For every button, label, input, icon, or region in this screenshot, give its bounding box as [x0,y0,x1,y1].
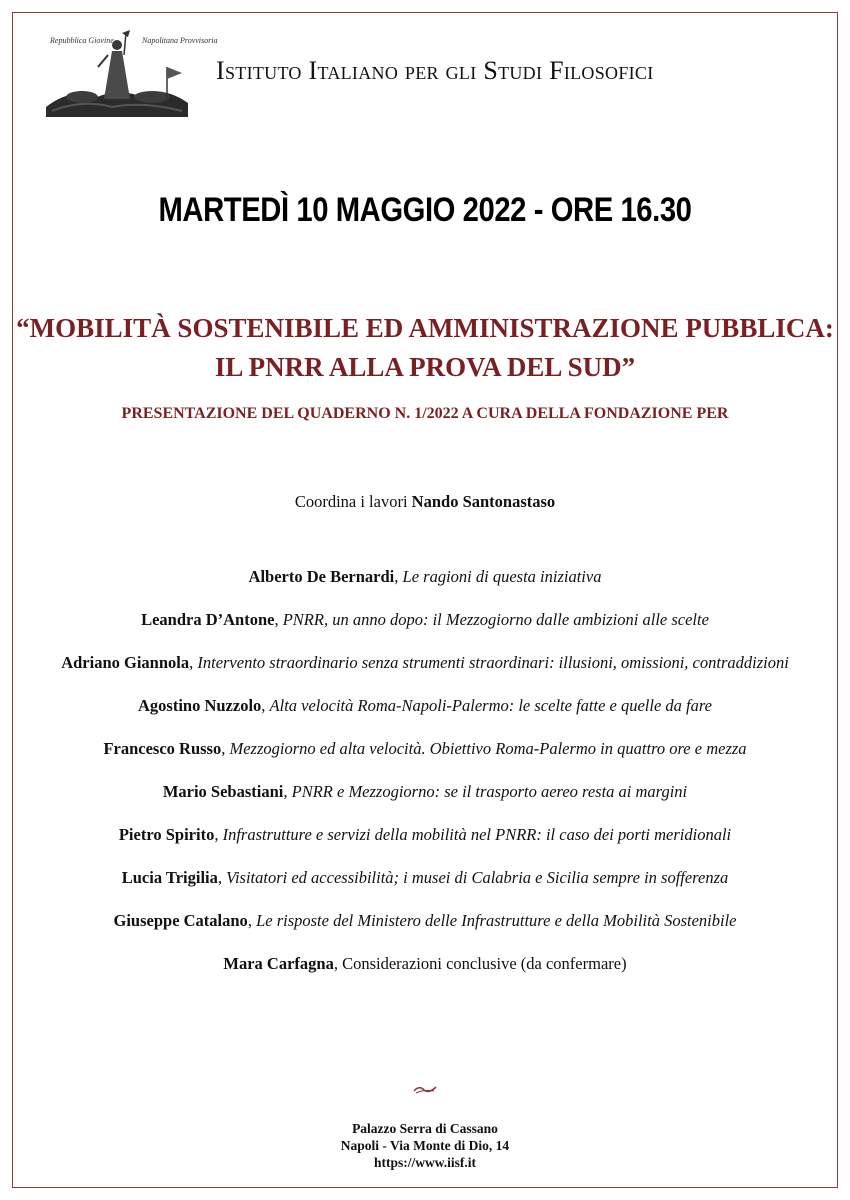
event-title-line2: IL PNRR ALLA PROVA DEL SUD” [214,352,636,382]
speaker-list [0,565,850,995]
event-date: MARTEDÌ 10 MAGGIO 2022 - ORE 16.30 [158,191,692,229]
speaker-item: Adriano Giannola, Intervento straordinario senza strumenti straordinari: illusioni, omissioni, contraddizioni [61,653,789,672]
talk-title: Infrastrutture e servizi della mobilità nel PNRR: il caso dei porti meridionali [222,825,732,844]
talk-title: Le risposte del Ministero delle Infrastrutture e della Mobilità Sostenibile [256,911,737,930]
website-link[interactable]: https://www.iisf.it [373,1155,476,1170]
coordination-label: Coordina i lavori [294,492,408,511]
speaker-item: Alberto De Bernardi, Le ragioni di questa iniziativa [248,567,602,586]
talk-title: Le ragioni di questa iniziativa [402,567,602,586]
speaker-name: Lucia Trigilia [121,868,218,887]
speaker-name: Agostino Nuzzolo [137,696,262,715]
speaker-item: Mara Carfagna, Considerazioni conclusive (da confermare) [223,954,627,973]
logo-text-left: Repubblica Giovine [50,36,114,45]
speaker-name: Francesco Russo [103,739,222,758]
speaker-name: Giuseppe Catalano [113,911,248,930]
speaker-item: Mario Sebastiani, PNRR e Mezzogiorno: se il trasporto aereo resta ai margini [162,782,688,801]
talk-title: PNRR e Mezzogiorno: se il trasporto aereo resta ai margini [291,782,688,801]
institute-name: Istituto Italiano per gli Studi Filosofici [216,56,654,85]
speaker-item: Agostino Nuzzolo, Alta velocità Roma-Napoli-Palermo: le scelte fatte e quelle da fare [137,696,713,715]
event-title-line1: “MOBILITÀ SOSTENIBILE ED AMMINISTRAZIONE PUBBLICA: [16,313,834,343]
talk-title: Intervento straordinario senza strumenti straordinari: illusioni, omissioni, contraddizioni [197,653,789,672]
coordinator-name: Nando Santonastaso [411,492,556,511]
speaker-item: Pietro Spirito, Infrastrutture e servizi della mobilità nel PNRR: il caso dei porti meridionali [118,825,732,844]
speaker-name: Adriano Giannola [61,653,190,672]
speaker-name: Leandra D’Antone [141,610,275,629]
logo-text-right: Napolitana Provvisoria [142,36,218,45]
venue-footer [0,1120,850,1171]
speaker-item: Giuseppe Catalano, Le risposte del Ministero delle Infrastrutture e della Mobilità Sostenibile [113,911,737,930]
speaker-name: Mario Sebastiani [162,782,284,801]
talk-title: Considerazioni conclusive (da confermare) [342,954,627,973]
talk-title: Alta velocità Roma-Napoli-Palermo: le scelte fatte e quelle da fare [269,696,713,715]
speaker-name: Alberto De Bernardi [248,567,395,586]
speaker-item: Leandra D’Antone, PNRR, un anno dopo: il Mezzogiorno dalle ambizioni alle scelte [141,610,709,629]
speaker-item: Lucia Trigilia, Visitatori ed accessibilità; i musei di Calabria e Sicilia sempre in sofferenza [121,868,729,887]
venue-name: Palazzo Serra di Cassano [352,1121,498,1136]
venue-address: Napoli - Via Monte di Dio, 14 [340,1138,510,1153]
event-subtitle: PRESENTAZIONE DEL QUADERNO N. 1/2022 A CURA DELLA FONDAZIONE PER [121,405,729,422]
speaker-name: Mara Carfagna [223,954,334,973]
republic-allegory-engraving-logo [42,27,218,119]
speaker-name: Pietro Spirito [118,825,215,844]
ornamental-flourish-icon [412,1083,438,1095]
talk-title: Mezzogiorno ed alta velocità. Obiettivo Roma-Palermo in quattro ore e mezza [229,739,747,758]
talk-title: Visitatori ed accessibilità; i musei di Calabria e Sicilia sempre in sofferenza [226,868,729,887]
speaker-item: Francesco Russo, Mezzogiorno ed alta velocità. Obiettivo Roma-Palermo in quattro ore e mezza [103,739,747,758]
coordination-line [0,492,850,512]
talk-title: PNRR, un anno dopo: il Mezzogiorno dalle ambizioni alle scelte [282,610,709,629]
